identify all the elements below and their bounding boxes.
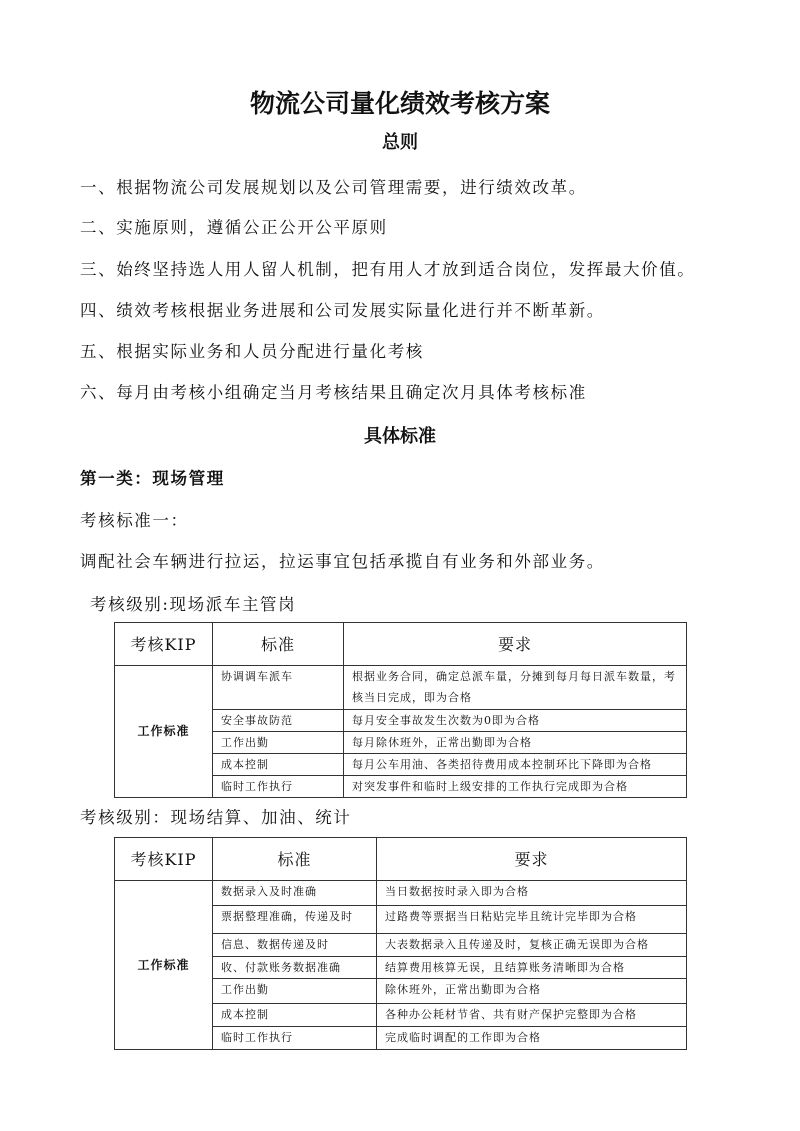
requirement-cell: 当日数据按时录入即为合格 [377, 881, 687, 906]
category-cell: 工作标准 [115, 881, 213, 1050]
requirement-cell: 各种办公耗材节省、共有财产保护完整即为合格 [377, 1004, 687, 1027]
section-heading-general: 总则 [382, 132, 418, 153]
table-row [115, 666, 687, 710]
category-heading: 第一类：现场管理 [80, 469, 225, 488]
header-standard: 标准 [213, 838, 377, 881]
standard-cell: 工作出勤 [213, 732, 344, 754]
header-kip: 考核KIP [115, 838, 213, 881]
section-heading-specific: 具体标准 [364, 426, 436, 447]
table-dispatch-supervisor [114, 622, 687, 798]
header-requirement: 要求 [377, 838, 687, 881]
requirement-cell: 完成临时调配的工作即为合格 [377, 1027, 687, 1050]
principle-item: 一、根据物流公司发展规划以及公司管理需要，进行绩效改革。 [80, 178, 587, 197]
requirement-cell: 每月除休班外，正常出勤即为合格 [344, 732, 687, 754]
requirement-cell: 根据业务合同，确定总派车量，分摊到每月每日派车数量，考核当日完成，即为合格 [344, 666, 687, 710]
standard-cell: 成本控制 [213, 1004, 377, 1027]
category-cell: 工作标准 [115, 666, 213, 798]
standard-cell: 临时工作执行 [213, 776, 344, 798]
principle-item: 五、根据实际业务和人员分配进行量化考核 [80, 342, 424, 361]
requirement-cell: 过路费等票据当日粘贴完毕且统计完毕即为合格 [377, 906, 687, 934]
principle-item: 二、实施原则，遵循公正公开公平原则 [80, 218, 388, 237]
header-standard: 标准 [213, 623, 344, 666]
requirement-cell: 每月安全事故发生次数为0即为合格 [344, 710, 687, 732]
requirement-cell: 大表数据录入且传递及时，复核正确无误即为合格 [377, 934, 687, 957]
table-row [115, 881, 687, 906]
table1-level: 考核级别:现场派车主管岗 [90, 595, 297, 614]
standard-cell: 票据整理准确，传递及时 [213, 906, 377, 934]
header-kip: 考核KIP [115, 623, 213, 666]
standard-cell: 临时工作执行 [213, 1027, 377, 1050]
document-title: 物流公司量化绩效考核方案 [249, 89, 550, 118]
standard-cell: 数据录入及时准确 [213, 881, 377, 906]
header-requirement: 要求 [344, 623, 687, 666]
standard-cell: 工作出勤 [213, 979, 377, 1004]
requirement-cell: 结算费用核算无误，且结算账务清晰即为合格 [377, 957, 687, 979]
standard-cell: 协调调车派车 [213, 666, 344, 710]
requirement-cell: 对突发事件和临时上级安排的工作执行完成即为合格 [344, 776, 687, 798]
standard-cell: 收、付款账务数据准确 [213, 957, 377, 979]
standard-description: 调配社会车辆进行拉运，拉运事宜包括承揽自有业务和外部业务。 [80, 552, 605, 571]
requirement-cell: 除休班外，正常出勤即为合格 [377, 979, 687, 1004]
standard-cell: 信息、数据传递及时 [213, 934, 377, 957]
table-settlement-statistics [114, 837, 687, 1050]
principle-item: 三、始终坚持选人用人留人机制，把有用人才放到适合岗位，发挥最大价值。 [80, 260, 696, 279]
standard-cell: 成本控制 [213, 754, 344, 776]
requirement-cell: 每月公车用油、各类招待费用成本控制环比下降即为合格 [344, 754, 687, 776]
principle-item: 四、绩效考核根据业务进展和公司发展实际量化进行并不断革新。 [80, 301, 605, 320]
standard-title: 考核标准一： [80, 511, 189, 530]
standard-cell: 安全事故防范 [213, 710, 344, 732]
table2-level: 考核级别：现场结算、加油、统计 [80, 808, 352, 827]
principle-item: 六、每月由考核小组确定当月考核结果且确定次月具体考核标准 [80, 383, 587, 402]
